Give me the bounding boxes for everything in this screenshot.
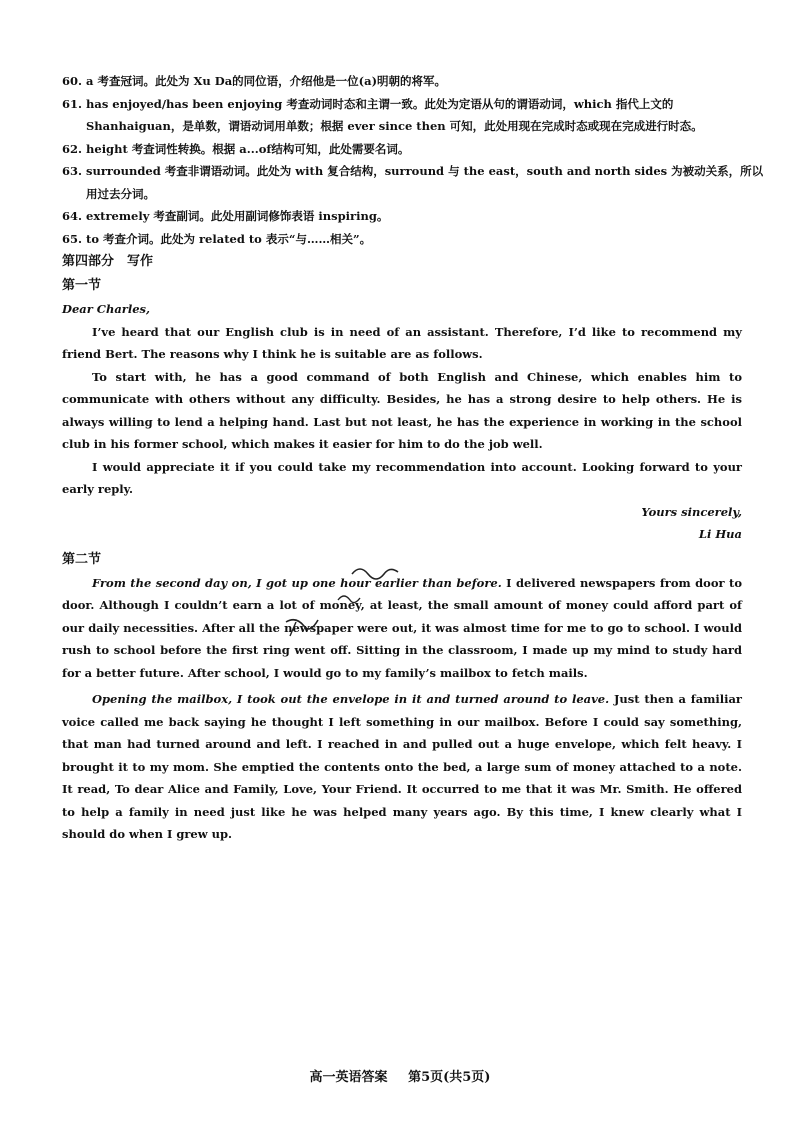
essay-paragraph-2-body: Just then a familiar voice called me back saying he thought I left something in our mailbox. Before I could say something, that man had turned around and left. I reached in and pulled out a huge envelope, which felt heavy. I brought it to my mom. She emptied the contents onto the bed, a large sum of money attached to a note. It read, To dear Alice and Family, Love, Your Friend. It occurred to me that it was Mr. Smith. He offered to help a family in need just like he was helped many years ago. By this time, I knew clearly what I should do when I grew up. (62, 692, 742, 841)
section-two-title: 第二节 (62, 551, 102, 567)
answer-64: 64. extremely 考查副词。此处用副词修饰表语 inspiring。 (62, 209, 389, 223)
letter-signature: Li Hua (698, 527, 742, 541)
answer-61-continued: Shanhaiguan，是单数，谓语动词用单数；根据 ever since then 可知，此处用现在完成时态或现在完成进行时态。 (86, 119, 703, 133)
letter-greeting: Dear Charles, (62, 302, 150, 316)
essay-paragraph-1-body: I delivered newspapers from door to door. Although I couldn’t earn a lot of money, at least, the small amount of money could afford part of our daily necessities. After all the newspaper were out, it was almost time for me to go to school. I would rush to school before the first ring went off. Sitting in the classroom, I made up my mind to study hard for a better future. After school, I would go to my family’s mailbox to fetch mails. (62, 575, 742, 680)
answer-65: 65. to 考查介词。此处为 related to 表示“与……相关”。 (62, 231, 372, 246)
essay-paragraph-1-lead: From the second day on, I got up one hour earlier than before. (92, 575, 502, 590)
part-four-title: 第四部分 写作 (62, 254, 154, 269)
answer-60: 60. a 考查冠词。此处为 Xu Da的同位语，介绍他是一位(a)明朝的将军。 (62, 74, 447, 88)
letter (62, 298, 742, 546)
essay-paragraph-2-lead: Opening the mailbox, I took out the envelope in it and turned around to leave. (92, 692, 610, 706)
continuation-essay (62, 572, 742, 846)
answer-63-continued: 用过去分词。 (86, 186, 155, 201)
letter-paragraph-2: To start with, he has a good command of both English and Chinese, which enables him to communicate with others without any difficulty. Besides, he has a strong desire to help others. He is always willing to lend a helping hand. Last but not least, he has the experience in working in the school club in his former school, which makes it easier for him to do the job well. (62, 369, 742, 451)
footer-page-number: 第5页(共5页) (408, 1070, 491, 1085)
footer-subject: 高一英语答案 (309, 1070, 388, 1085)
essay-paragraph-1 (62, 572, 742, 685)
letter-paragraph-3: I would appreciate it if you could take my recommendation into account. Looking forward to your early reply. (62, 459, 742, 496)
answer-63: 63. surrounded 考查非谓语动词。此处为 with 复合结构，surround 与 the east，south and north sides 为被动关系，所以 (62, 164, 764, 178)
answer-61: 61. has enjoyed/has been enjoying 考查动词时态和主谓一致。此处为定语从句的谓语动词，which 指代上文的 (62, 96, 674, 111)
page-content (62, 70, 764, 846)
section-one-title: 第一节 (62, 278, 102, 293)
answer-list (62, 70, 764, 250)
letter-closing: Yours sincerely, (641, 504, 742, 519)
essay-paragraph-2 (62, 688, 742, 846)
letter-paragraph-1: I’ve heard that our English club is in need of an assistant. Therefore, I’d like to recommend my friend Bert. The reasons why I think he is suitable are as follows. (62, 324, 742, 361)
answer-62: 62. height 考查词性转换。根据 a...of结构可知，此处需要名词。 (62, 141, 410, 156)
page-footer (0, 1066, 800, 1085)
